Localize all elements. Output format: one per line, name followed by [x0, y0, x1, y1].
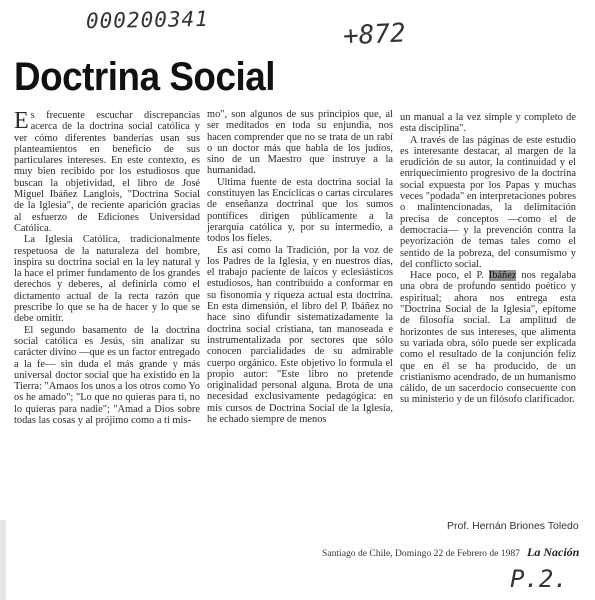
paragraph-text: nos regalaba una obra de profundo sentido poético y espiritual; ahora nos entrega esta "Doctrina Social de la Iglesia", epítome de filosofía social. La amplitud de horizontes de sus intereses, que alimenta su variada obra, sólo puede ser explicada como el resultado de la conjunción feliz que en él se ha producido, de un cristianismo acendrado, de un humanismo cálido, de un sacerdocio consecuente con su ministerio y de un filósofo clarificador.	[400, 270, 576, 406]
paragraph: un manual a la vez simple y completo de esta disciplina".	[400, 112, 576, 135]
highlighted-name: Ibáñez	[488, 270, 517, 282]
paragraph	[14, 110, 200, 234]
paragraph: Ultima fuente de esta doctrina social la constituyen las Encíclicas o cartas circulares de enseñanza doctrinal que los sumos pontífices dirigen públicamente a la jerarquía católica y, por su intermedio, a todos los fieles.	[207, 176, 393, 245]
paragraph	[400, 270, 576, 406]
paragraph: El segundo basamento de la doctrina social católica es Jesús, sin analizar su carácter divino —que es un factor entregado a la fe— sin duda el más grande y más universal doctor social que ha existido en la Tierra: "Amaos los unos a los otros como Yo os he amado"; "Lo que no quieras para ti, no lo quieras para nadie"; "Amad a Dios sobre todas las cosas y al prójimo como a ti mis-	[14, 324, 200, 427]
paragraph: mo", son algunos de sus principios que, al ser meditados en toda su enjundia, nos hacen comprender que no se trata de un rabí o un doctor más que habla de los judíos, sino de un Maestro que instruye a la humanidad.	[207, 109, 393, 177]
handwritten-page-mark: P.2.	[510, 565, 568, 593]
handwritten-archive-code: 000200341	[85, 6, 209, 34]
paragraph-text: Hace poco, el P.	[410, 270, 489, 282]
article-column-1	[14, 110, 200, 426]
article-headline: Doctrina Social	[14, 55, 276, 99]
article-column-3	[400, 112, 576, 406]
paragraph: A través de las páginas de este estudio es interesante destacar, al margen de la erudición de su autor, la continuidad y el enriquecimiento progresivo de la doctrina social expuesta por los Papas y muchas veces "podada" en interpretaciones pobres o malintencionadas, la delimitación precisa de conceptos —como el de democracia— y la prevención contra la peyorización de temas tales como el sentido de la pobreza, del consumismo y del conflicto social.	[400, 134, 576, 270]
drop-cap: E	[14, 108, 29, 134]
paragraph: Es así como la Tradición, por la voz de los Padres de la Iglesia, y en nuestros días, el trabajo paciente de laicos y eclesiásticos estudiosos, han contribuido a conformar en su fisonomía y riqueza actual esta doctrina. En esta dimensión, el libro del P. Ibáñez no hace sino difundir sistematizadamente la doctrina social cristiana, tan manoseada e instrumentalizada por sectores que sólo conocen parcialidades de su admirable cuerpo orgánico. Este objetivo lo formula el propio autor: "Este libro no pretende originalidad personal alguna. Brota de una necesidad exclusivamente pedagógica: en mis cursos de Doctrina Social de la Iglesia, he echado siempre de menos	[207, 244, 393, 426]
article-column-2	[207, 109, 393, 425]
handwritten-page-reference: +872	[342, 18, 407, 52]
dateline: Santiago de Chile, Domingo 22 de Febrero de 1987	[322, 548, 520, 559]
paragraph: La Iglesia Católica, tradicionalmente respetuosa de la naturaleza del hombre, inspira su doctrina social en la ley natural y la hace el primer fundamento de los grandes derechos y deberes, al definirla como el dictamento actual de la recta razón que prescribe lo que se ha de hacer y lo que se debe omitir.	[14, 234, 200, 325]
scan-edge-shadow	[0, 520, 6, 600]
paragraph-text: s frecuente escuchar discrepancias acerca de la doctrina social católica y ver cómo diferentes banderías usan sus planteamientos en beneficio de sus particulares intereses. En este contexto, es muy bien recibido por los estudiosos que buscan la objetividad, el libro de José Miguel Ibáñez Langlois, "Doctrina Social de la Iglesia", de reciente aparición gracias al esfuerzo de Ediciones Universidad Católica.	[14, 110, 200, 234]
author-signature: Prof. Hernán Briones Toledo	[447, 520, 579, 532]
publication-name: La Nación	[527, 545, 580, 559]
